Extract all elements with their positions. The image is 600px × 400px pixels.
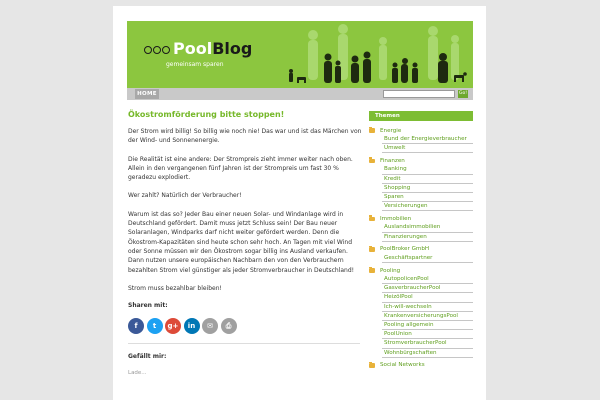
post-paragraph: Strom muss bezahlbar bleiben!	[128, 284, 222, 292]
category-item[interactable]	[369, 156, 473, 165]
post-title[interactable]: Ökostromförderung bitte stoppen!	[128, 110, 285, 119]
subcategory-link[interactable]: Finanzierungen	[382, 233, 473, 242]
logo-blog-text: Blog	[212, 39, 253, 58]
googleplus-share-button[interactable]: g+	[165, 318, 181, 334]
subcategory-link[interactable]: StromverbraucherPool	[382, 339, 473, 348]
subcategory-link[interactable]: Kredit	[382, 175, 473, 184]
post-content	[128, 110, 363, 376]
site-logo[interactable]	[144, 41, 252, 57]
category-item[interactable]	[369, 214, 473, 223]
page-container	[113, 6, 486, 400]
folder-icon	[369, 363, 375, 368]
post-paragraph: Warum ist das so? Jeder Bau einer neuen Solar- und Windanlage wird in Deutschland gefördert. Damit muss jetzt Schluss sein! Der Bau neuer Solaranlagen, Windparks darf nicht weiter gefördert werden. Denn die Ökostrom-Kapazitäten sind heute schon sehr hoch. An Tagen mit viel Wind oder Sonne müssen wir den Ökostrom sogar billig ins Ausland verkaufen. Dann nutzen unsere europäischen Nachbarn den von den Verbrauchern bezahlten Strom viel günstiger als jeder Stromverbraucher in Deutschland!	[128, 210, 355, 274]
category-item[interactable]	[369, 361, 473, 370]
category-item[interactable]	[369, 245, 473, 254]
category-label: Immobilien	[380, 215, 412, 222]
facebook-share-button[interactable]: f	[128, 318, 144, 334]
twitter-share-button[interactable]: t	[147, 318, 163, 334]
subcategory-link[interactable]: Ich-will-wechseln	[382, 303, 473, 312]
folder-icon	[369, 268, 375, 273]
post-paragraph: Wer zahlt? Natürlich der Verbraucher!	[128, 192, 242, 200]
linkedin-share-button[interactable]: in	[184, 318, 200, 334]
folder-icon	[369, 217, 375, 222]
subcategory-link[interactable]: Wohnbürgschaften	[382, 349, 473, 358]
share-buttons	[128, 318, 363, 334]
subcategory-link[interactable]: Auslandsimmobilien	[382, 223, 473, 232]
category-label: Pooling	[380, 267, 401, 274]
share-heading: Sharen mit:	[128, 302, 168, 310]
search-button[interactable]: Go!	[458, 91, 468, 96]
subcategory-link[interactable]: GasverbraucherPool	[382, 284, 473, 293]
category-item[interactable]	[369, 126, 473, 135]
category-group	[369, 361, 473, 370]
subcategory-link[interactable]: Geschäftspartner	[382, 254, 473, 263]
subcategory-link[interactable]: Bund der Energieverbraucher	[382, 135, 473, 144]
category-group	[369, 156, 473, 211]
likes-loading-text: Lade...	[128, 370, 147, 377]
folder-icon	[369, 159, 375, 164]
subcategory-link[interactable]: Banking	[382, 165, 473, 174]
header-banner	[127, 21, 473, 88]
logo-circles-icon	[144, 46, 170, 54]
subcategory-link[interactable]: Pooling allgemein	[382, 321, 473, 330]
category-list	[369, 126, 473, 370]
post-paragraph: Der Strom wird billig! So billig wie noch nie! Das war und ist das Märchen von der Wind- und Sonnenenergie.	[128, 128, 362, 145]
subcategory-link[interactable]: Versicherungen	[382, 202, 473, 211]
folder-icon	[369, 128, 375, 133]
sidebar-title: Themen	[369, 111, 473, 121]
category-label: Finanzen	[380, 157, 405, 164]
subcategory-link[interactable]: KrankenversicherungsPool	[382, 312, 473, 321]
subcategory-link[interactable]: HeizölPool	[382, 293, 473, 302]
category-label: PoolBroker GmbH	[380, 246, 430, 253]
print-share-button[interactable]: ⎙	[221, 318, 237, 334]
likes-heading: Gefällt mir:	[128, 353, 167, 361]
category-group	[369, 266, 473, 358]
subcategory-link[interactable]: PoolUnion	[382, 330, 473, 339]
main-navbar	[127, 88, 473, 100]
post-paragraph: Die Realität ist eine andere: Der Strompreis zieht immer weiter nach oben. Allein in den vergangenen fünf Jahren ist der Strompreis um fast 30 % geradezu explodiert.	[128, 155, 353, 182]
category-label: Social Networks	[380, 362, 425, 369]
email-share-button[interactable]: ✉	[202, 318, 218, 334]
subcategory-link[interactable]: AutopolicenPool	[382, 275, 473, 284]
subcategory-link[interactable]: Shopping	[382, 184, 473, 193]
divider	[128, 343, 360, 344]
nav-home-link[interactable]: HOME	[135, 89, 159, 99]
sidebar	[369, 111, 473, 373]
search-input[interactable]	[383, 90, 455, 98]
folder-icon	[369, 247, 375, 252]
category-group	[369, 126, 473, 153]
category-label: Energie	[380, 127, 402, 134]
category-item[interactable]	[369, 266, 473, 275]
category-group	[369, 245, 473, 263]
subcategory-link[interactable]: Umwelt	[382, 144, 473, 153]
site-tagline: gemeinsam sparen	[166, 61, 224, 68]
logo-pool-text: Pool	[173, 39, 213, 58]
subcategory-link[interactable]: Sparen	[382, 193, 473, 202]
category-group	[369, 214, 473, 241]
people-silhouettes-icon	[283, 21, 473, 88]
